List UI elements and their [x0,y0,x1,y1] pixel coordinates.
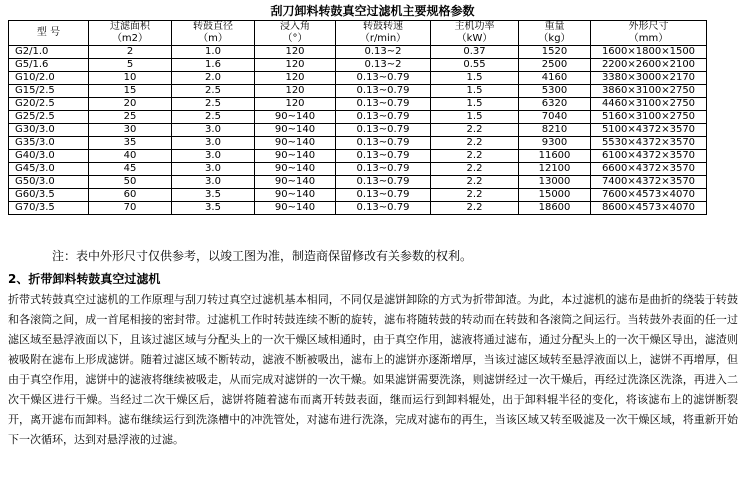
cell-dimensions: 1600×1800×1500 [591,46,707,59]
cell-model: G25/2.5 [9,111,89,124]
cell-drum-speed: 0.13~0.79 [336,124,431,137]
header-drum-speed: 转鼓转速 （r/min） [336,21,431,46]
cell-immersion-angle: 90~140 [255,163,336,176]
cell-dimensions: 5100×4372×3570 [591,124,707,137]
cell-immersion-angle: 90~140 [255,124,336,137]
table-row [9,163,707,176]
cell-model: G10/2.0 [9,72,89,85]
cell-filter-area: 50 [89,176,172,189]
cell-dimensions: 3860×3100×2750 [591,85,707,98]
cell-drum-diameter: 3.0 [172,163,255,176]
table-row [9,137,707,150]
cell-drum-speed: 0.13~0.79 [336,85,431,98]
cell-immersion-angle: 120 [255,85,336,98]
cell-drum-diameter: 3.5 [172,202,255,215]
cell-weight: 2500 [519,59,591,72]
cell-dimensions: 5530×4372×3570 [591,137,707,150]
cell-model: G2/1.0 [9,46,89,59]
cell-drum-speed: 0.13~0.79 [336,111,431,124]
table-row [9,150,707,163]
cell-drum-speed: 0.13~0.79 [336,137,431,150]
cell-immersion-angle: 120 [255,46,336,59]
cell-motor-power: 2.2 [431,163,519,176]
section-heading: 2、折带卸料转鼓真空过滤机 [8,272,161,286]
cell-dimensions: 6600×4372×3570 [591,163,707,176]
cell-immersion-angle: 120 [255,59,336,72]
table-row [9,72,707,85]
cell-drum-diameter: 3.0 [172,124,255,137]
table-row [9,202,707,215]
cell-filter-area: 15 [89,85,172,98]
table-row [9,98,707,111]
header-dimensions: 外形尺寸 （mm） [591,21,707,46]
cell-filter-area: 5 [89,59,172,72]
cell-model: G70/3.5 [9,202,89,215]
cell-weight: 5300 [519,85,591,98]
cell-filter-area: 20 [89,98,172,111]
table-row [9,85,707,98]
cell-drum-speed: 0.13~0.79 [336,202,431,215]
cell-drum-diameter: 3.0 [172,150,255,163]
cell-dimensions: 2200×2600×2100 [591,59,707,72]
table-header-row [9,21,707,46]
cell-drum-diameter: 1.6 [172,59,255,72]
cell-motor-power: 2.2 [431,124,519,137]
cell-filter-area: 40 [89,150,172,163]
header-drum-diameter: 转鼓直径 （m） [172,21,255,46]
cell-model: G50/3.0 [9,176,89,189]
cell-weight: 1520 [519,46,591,59]
cell-immersion-angle: 90~140 [255,176,336,189]
cell-weight: 6320 [519,98,591,111]
header-model: 型 号 [9,21,89,46]
cell-drum-diameter: 2.5 [172,98,255,111]
cell-weight: 4160 [519,72,591,85]
cell-immersion-angle: 90~140 [255,111,336,124]
cell-filter-area: 35 [89,137,172,150]
header-immersion-angle: 浸入角 （°） [255,21,336,46]
cell-drum-speed: 0.13~0.79 [336,72,431,85]
cell-model: G45/3.0 [9,163,89,176]
cell-model: G5/1.6 [9,59,89,72]
cell-filter-area: 30 [89,124,172,137]
cell-dimensions: 5160×3100×2750 [591,111,707,124]
cell-model: G30/3.0 [9,124,89,137]
cell-dimensions: 3380×3000×2170 [591,72,707,85]
table-row [9,189,707,202]
cell-weight: 9300 [519,137,591,150]
cell-drum-diameter: 3.0 [172,176,255,189]
cell-weight: 8210 [519,124,591,137]
cell-drum-diameter: 2.0 [172,72,255,85]
cell-drum-speed: 0.13~0.79 [336,163,431,176]
cell-motor-power: 2.2 [431,189,519,202]
cell-drum-speed: 0.13~0.79 [336,98,431,111]
table-row [9,124,707,137]
cell-drum-diameter: 2.5 [172,111,255,124]
header-weight: 重量 （kg） [519,21,591,46]
cell-immersion-angle: 90~140 [255,189,336,202]
cell-drum-speed: 0.13~2 [336,59,431,72]
table-title: 刮刀卸料转鼓真空过滤机主要规格参数 [270,4,475,18]
cell-drum-diameter: 1.0 [172,46,255,59]
cell-drum-diameter: 2.5 [172,85,255,98]
cell-immersion-angle: 90~140 [255,202,336,215]
cell-motor-power: 0.37 [431,46,519,59]
table-row [9,176,707,189]
cell-weight: 13000 [519,176,591,189]
cell-model: G35/3.0 [9,137,89,150]
cell-model: G15/2.5 [9,85,89,98]
cell-motor-power: 2.2 [431,150,519,163]
cell-drum-speed: 0.13~0.79 [336,189,431,202]
cell-filter-area: 45 [89,163,172,176]
cell-drum-speed: 0.13~0.79 [336,150,431,163]
table-note: 注：表中外形尺寸仅供参考，以竣工图为准，制造商保留修改有关参数的权利。 [52,249,473,263]
cell-dimensions: 7600×4573×4070 [591,189,707,202]
cell-immersion-angle: 90~140 [255,137,336,150]
cell-motor-power: 0.55 [431,59,519,72]
table-body [9,46,707,215]
cell-immersion-angle: 120 [255,72,336,85]
cell-dimensions: 7400×4372×3570 [591,176,707,189]
cell-motor-power: 2.2 [431,137,519,150]
cell-weight: 12100 [519,163,591,176]
cell-motor-power: 1.5 [431,85,519,98]
header-motor-power: 主机功率 （kW） [431,21,519,46]
spec-table [8,20,707,215]
cell-drum-diameter: 3.0 [172,137,255,150]
cell-drum-speed: 0.13~2 [336,46,431,59]
table-row [9,59,707,72]
cell-motor-power: 2.2 [431,202,519,215]
cell-model: G20/2.5 [9,98,89,111]
cell-model: G60/3.5 [9,189,89,202]
cell-filter-area: 70 [89,202,172,215]
cell-weight: 7040 [519,111,591,124]
cell-motor-power: 1.5 [431,111,519,124]
cell-immersion-angle: 90~140 [255,150,336,163]
cell-dimensions: 4460×3100×2750 [591,98,707,111]
table-row [9,111,707,124]
cell-dimensions: 8600×4573×4070 [591,202,707,215]
cell-motor-power: 1.5 [431,72,519,85]
body-paragraph: 折带式转鼓真空过滤机的工作原理与刮刀转过真空过滤机基本相同，不同仅是滤饼卸除的方式为折带卸渣。为此，本过滤机的滤布是曲折的绕装于转鼓和各滚筒之间，成一首尾相接的密封带。过滤机工作时转鼓连续不断的旋转，滤布将随转鼓的转动而在转鼓和各滚筒之间运行。当转鼓外表面的任一过滤区域至悬浮液面以下，且该过滤区域与分配头上的一次干燥区域相通时，由于真空作用，滤液将通过滤布，通过分配头上的一次干燥区导出，滤渣则被吸附在滤布上形成滤饼。随着过滤区域不断转动，滤液不断被吸出，滤布上的滤饼亦逐渐增厚，当该过滤区域转至悬浮液面以上，滤饼不再增厚，但由于真空作用，滤饼中的滤液将继续被吸走，从而完成对滤饼的一次干燥。如果滤饼需要洗涤，则滤饼经过一次干燥后，再经过洗涤区洗涤，再进入二次干燥区进行干燥。当经过二次干燥区后，滤饼将随着滤布而离开转鼓表面，继而运行到卸料辊处，出于卸料辊半径的变化，将该滤布上的滤饼断裂开，离开滤布而卸料。滤布继续运行到洗涤槽中的冲洗管处，对滤布进行洗涤，完成对滤布的再生，当该区域又转至吸滤及一次干燥区域，将重新开始下一次循环，达到对悬浮液的过滤。 [8,293,738,446]
header-filter-area: 过滤面积 （m2） [89,21,172,46]
cell-motor-power: 1.5 [431,98,519,111]
cell-drum-speed: 0.13~0.79 [336,176,431,189]
cell-dimensions: 6100×4372×3570 [591,150,707,163]
cell-weight: 15000 [519,189,591,202]
cell-filter-area: 10 [89,72,172,85]
cell-motor-power: 2.2 [431,176,519,189]
cell-model: G40/3.0 [9,150,89,163]
cell-filter-area: 60 [89,189,172,202]
cell-filter-area: 2 [89,46,172,59]
cell-weight: 11600 [519,150,591,163]
cell-weight: 18600 [519,202,591,215]
cell-filter-area: 25 [89,111,172,124]
cell-immersion-angle: 120 [255,98,336,111]
cell-drum-diameter: 3.5 [172,189,255,202]
table-row [9,46,707,59]
